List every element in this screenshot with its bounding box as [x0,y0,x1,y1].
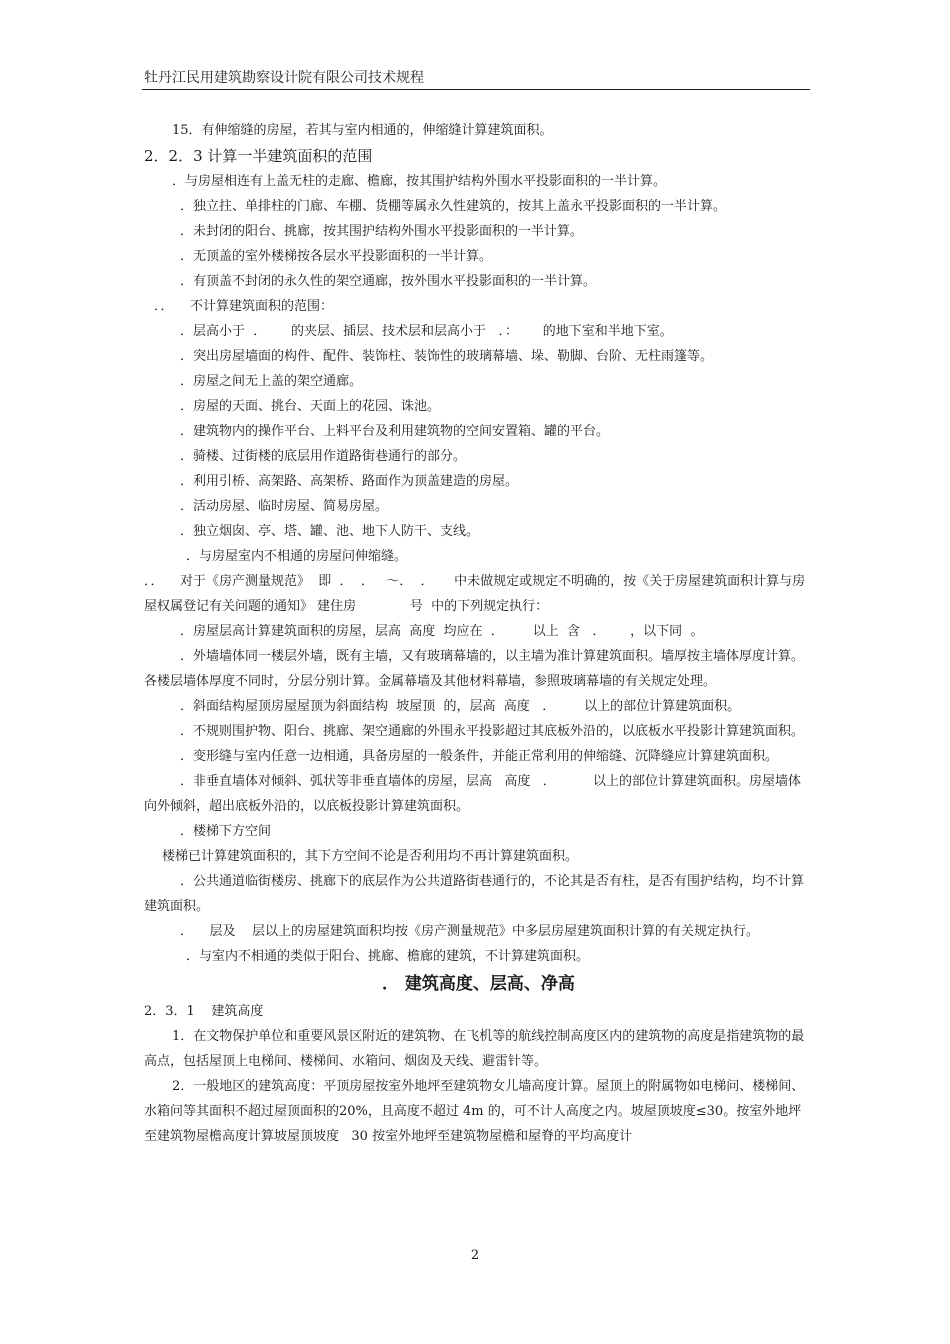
list-item: ．独立烟囱、亭、塔、罐、池、地下人防干、支线。 [180,524,480,539]
section-heading: ．． 不计算建筑面积的范围： [154,299,334,314]
paragraph: ．变形缝与室内任意一边相通，具备房屋的一般条件，并能正常利用的伸缩缝、沉降缝应计算建筑面积。 [180,749,779,764]
list-item: ．房屋之间无上盖的架空通廊。 [180,374,363,389]
list-item: ．斜面结构屋顶房屋屋顶为斜面结构 坡屋顶 的，层高 高度 ． 以上的部位计算建筑面积。 [180,699,741,714]
list-item: ．骑楼、过街楼的底层用作道路街巷通行的部分。 [180,449,467,464]
list-item: ．利用引桥、高架路、高架桥、路面作为顶盖建造的房屋。 [180,474,519,489]
paragraph: 楼梯已计算建筑面积的，其下方空间不论是否利用均不再计算建筑面积。 [162,849,579,864]
chapter-heading: ． 建筑高度、层高、净高 [382,974,575,994]
list-item: ．独立拄、单排柱的门廊、车棚、货棚等属永久性建筑的，按其上盖永平投影面积的一半计算。 [180,199,727,214]
paragraph: 2．一般地区的建筑高度：平顶房屋按室外地坪至建筑物女儿墙高度计算。屋顶上的附属物如电梯问、楼梯间、水箱问等其面积不超过屋顶面积的20%，且高度不超过 4m 的，可不计人高度之内。坡屋顶坡度≤30。按室外地坪至建筑物屋檐高度计算坡屋顶坡度 30 按室外地坪至建筑物屋檐和屋脊的平均高度计 [144,1079,805,1144]
paragraph: ．． 对于《房产测量规范》 即 ． ． ～． ． 中未做规定或规定不明确的，按《关于房屋建筑面积计算与房屋权属登记有关问题的通知》 建住房 号 中的下列规定执行： [144,574,806,614]
list-item: ．房屋层高计算建筑面积的房屋，层高 高度 均应在 ． 以上 含 ． ，以下同 。 [180,624,704,639]
list-item: ．建筑物内的操作平台、上料平台及利用建筑物的空间安置箱、罐的平台。 [180,424,610,439]
list-item: ．层高小于 ． 的夹层、插层、技术层和层高小于 ．： 的地下室和半地下室。 [180,324,673,339]
subsection-heading: 2．3．1 建筑高度 [144,1004,264,1019]
paragraph: ．不规则围护物、阳台、挑廊、架空通廊的外围永平投影超过其底板外沿的，以底板水平投影计算建筑面积。 [180,724,805,739]
running-header: 牡丹江民用建筑勘察设计院有限公司技术规程 [144,70,424,86]
list-item: ．无顶盖的室外楼梯按各层水平投影面积的一半计算。 [180,249,493,264]
list-item: ．有顶盖不封闭的永久性的架空通廊，按外围水平投影面积的一半计算。 [180,274,597,289]
list-item: ．与房屋室内不相通的房屋问伸缩缝。 [186,549,408,564]
list-item: ．未封闭的阳台、挑廊，按其围护结构外围水平投影面积的一半计算。 [180,224,584,239]
list-item: ．与室内不相通的类似于阳台、挑廊、檐廊的建筑，不计算建筑面积。 [186,949,590,964]
page-number: 2 [470,1248,480,1263]
paragraph: 1．在文物保护单位和重要风景区附近的建筑物、在飞机等的航线控制高度区内的建筑物的高度是指建筑物的最高点，包括屋顶上电梯间、楼梯间、水箱问、烟囱及天线、避雷针等。 [144,1029,805,1069]
list-item: ．楼梯下方空间 [180,824,272,839]
list-item: ．活动房屋、临时房屋、简易房屋。 [180,499,389,514]
header-rule [142,89,810,90]
list-item: ．与房屋相连有上盖无柱的走廊、檐廊，按其围护结构外围水平投影面积的一半计算。 [172,174,667,189]
list-item: ．突出房屋墙面的构件、配件、装饰柱、装饰性的玻璃幕墙、垛、勒脚、台阶、无柱雨篷等。 [180,349,714,364]
list-item: ．房屋的天面、挑台、天面上的花园、诛池。 [180,399,441,414]
paragraph: ．非垂直墙体对倾斜、弧状等非垂直墙体的房屋，层高 高度 ． 以上的部位计算建筑面积。房屋墙体向外倾斜，超出底板外沿的，以底板投影计算建筑面积。 [144,774,801,814]
paragraph: ．外墙墙体同一楼层外墙，既有主墙，又有玻璃幕墙的，以主墙为准计算建筑面积。墙厚按主墙体厚度计算。各楼层墙体厚度不同时，分层分别计算。金属幕墙及其他材料幕墙，参照玻璃幕墙的有关规定处理。 [144,649,805,689]
paragraph: ．公共通道临街楼房、挑廊下的底层作为公共道路街巷通行的，不论其是否有柱，是否有围护结构，均不计算建筑面积。 [144,874,805,914]
page-body [144,118,810,1149]
list-item: ． 层及 层以上的房屋建筑面积均按《房产测量规范》中多层房屋建筑面积计算的有关规定执行。 [180,924,760,939]
section-heading: 2．2．3 计算一半建筑面积的范围 [144,147,373,165]
paragraph: 15．有伸缩缝的房屋，若其与室内相通的，伸缩缝计算建筑面积。 [172,123,553,138]
